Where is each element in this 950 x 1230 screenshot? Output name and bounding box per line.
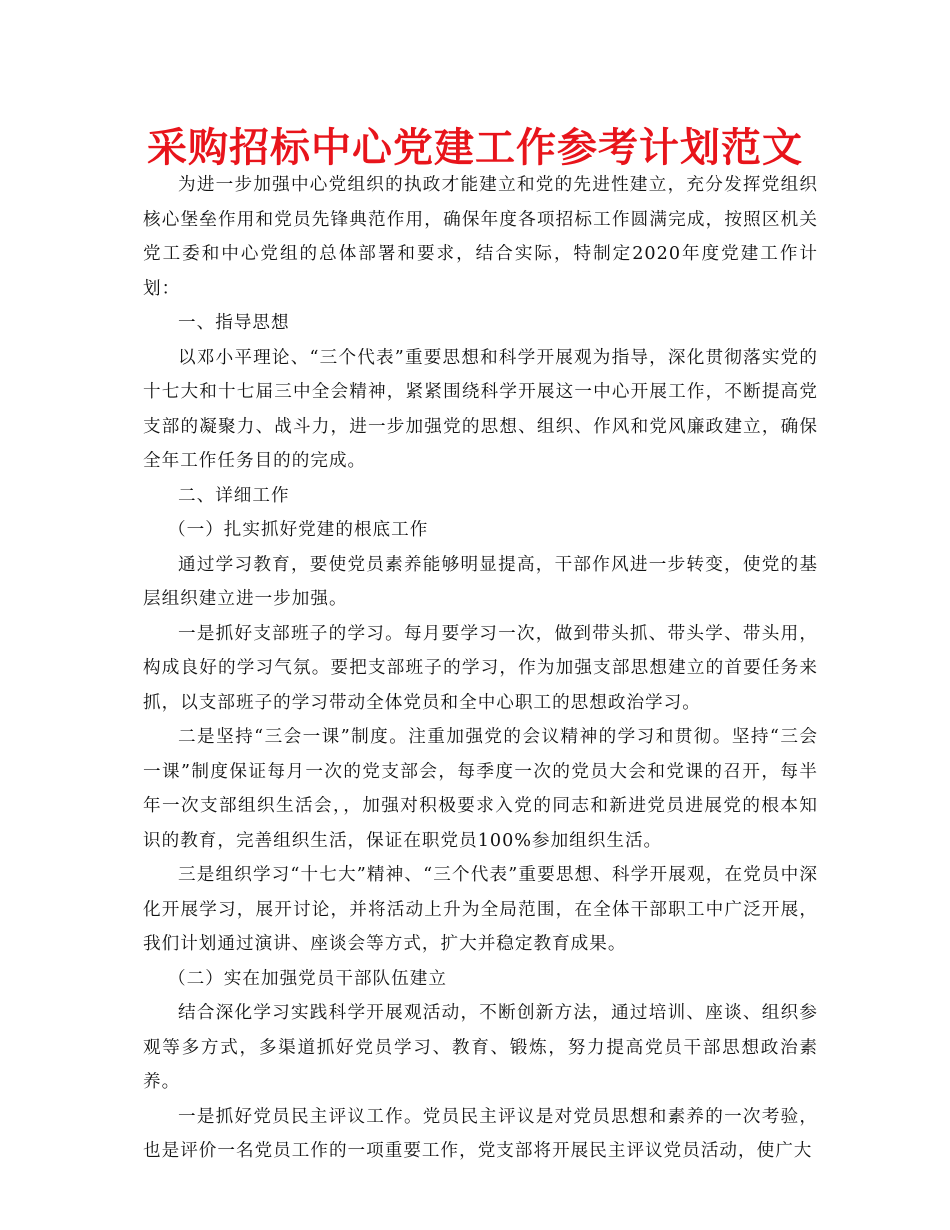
- paragraph-intro: 为进一步加强中心党组织的执政才能建立和党的先进性建立，充分发挥党组织核心堡垒作用和党员先锋典范作用，确保年度各项招标工作圆满完成，按照区机关党工委和中心党组的总体部署和要求，结合实际，特制定2020年度党建工作计划：: [143, 175, 818, 299]
- paragraph-cadre-team: 结合深化学习实践科学开展观活动，不断创新方法，通过培训、座谈、组织参观等多方式，多渠道抓好党员学习、教育、锻炼，努力提高党员干部思想政治素养。: [143, 1003, 818, 1092]
- document-title: 采购招标中心党建工作参考计划范文: [147, 125, 803, 171]
- subsection-heading-cadre-team: （二）实在加强党员干部队伍建立: [168, 968, 447, 989]
- section-heading-guiding-ideology: 一、指导思想: [178, 313, 290, 333]
- paragraph-foundation-work: 通过学习教育，要使党员素养能够明显提高，干部作风进一步转变，使党的基层组织建立进一步加强。: [143, 554, 818, 609]
- paragraph-democratic-review: 一是抓好党员民主评议工作。党员民主评议是对党员思想和素养的一次考验，也是评价一名党员工作的一项重要工作，党支部将开展民主评议党员活动，使广大: [143, 1106, 818, 1161]
- section-heading-detailed-work: 二、详细工作: [178, 485, 290, 506]
- paragraph-item-one: 一是抓好支部班子的学习。每月要学习一次，做到带头抓、带头学、带头用，构成良好的学习气氛。要把支部班子的学习，作为加强支部思想建立的首要任务来抓，以支部班子的学习带动全体党员和全中心职工的思想政治学习。: [143, 623, 818, 713]
- document-body: [143, 168, 818, 1169]
- paragraph-item-two: 二是坚持“三会一课”制度。注重加强党的会议精神的学习和贯彻。坚持“三会一课”制度保证每月一次的党支部会，每季度一次的党员大会和党课的召开，每半年一次支部组织生活会，，加强对积极要求入党的同志和新进党员进展党的根本知识的教育，完善组织生活，保证在职党员100%参加组织生活。: [143, 727, 818, 851]
- paragraph-item-three: 三是组织学习“十七大”精神、“三个代表”重要思想、科学开展观，在党员中深化开展学习，展开讨论，并将活动上升为全局范围，在全体干部职工中广泛开展，我们计划通过演讲、座谈会等方式，扩大并稳定教育成果。: [143, 865, 818, 954]
- subsection-heading-foundation-work: （一）扎实抓好党建的根底工作: [168, 520, 429, 540]
- paragraph-guiding-ideology: 以邓小平理论、“三个代表”重要思想和科学开展观为指导，深化贯彻落实党的十七大和十七届三中全会精神，紧紧围绕科学开展这一中心开展工作，不断提高党支部的凝聚力、战斗力，进一步加强党的思想、组织、作风和党风廉政建立，确保全年工作任务目的的完成。: [143, 347, 818, 471]
